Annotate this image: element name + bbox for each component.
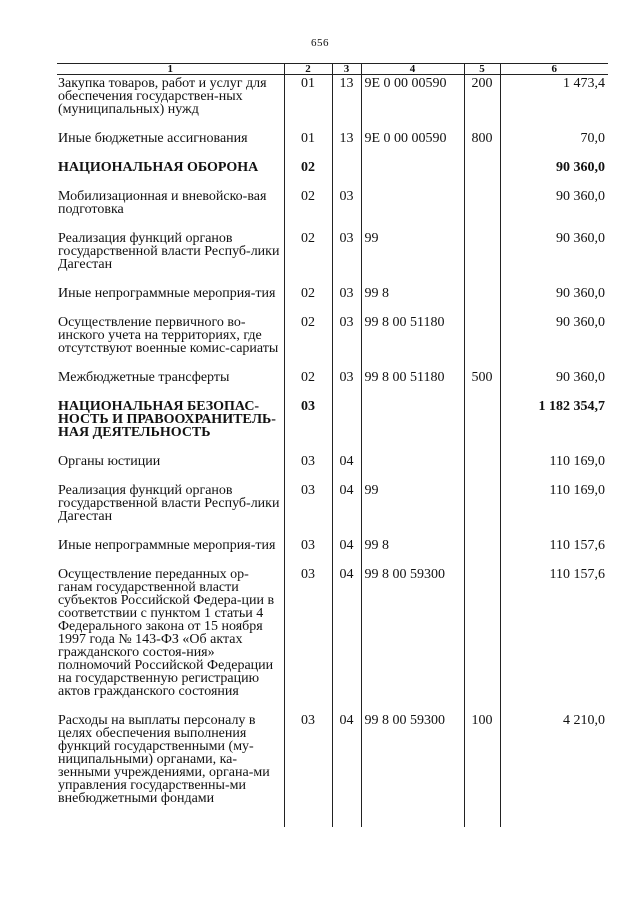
page-number: 656 (311, 37, 329, 49)
amount-cell: 90 360,0 (500, 230, 608, 285)
table-row (57, 566, 608, 712)
table-body (57, 75, 608, 828)
item-name-cell: Расходы на выплаты персоналу в целях обеспечения выполнения функций государственными (му-ниципальными) органами, ка-зенными учреждениями, органа-ми управления государственны-ми внебюджетными фондами (58, 713, 270, 806)
subsection-code-cell: 04 (332, 537, 361, 566)
expense-type-cell (464, 566, 500, 712)
expense-type-cell (464, 482, 500, 537)
target-article-cell (361, 159, 464, 188)
target-article-cell: 99 8 (361, 285, 464, 314)
expense-type-cell: 800 (464, 130, 500, 159)
table-row (57, 188, 608, 230)
target-article-cell (361, 188, 464, 230)
table-row (57, 159, 608, 188)
section-code-cell: 02 (284, 314, 332, 369)
item-name-cell: НАЦИОНАЛЬНАЯ ОБОРОНА (58, 160, 259, 175)
amount-cell: 4 210,0 (500, 712, 608, 827)
expense-type-cell: 500 (464, 369, 500, 398)
section-code-cell: 03 (284, 566, 332, 712)
column-header: 2 (284, 64, 332, 75)
item-name-cell: Иные непрограммные мероприя-тия (58, 538, 276, 553)
item-name-cell: Реализация функций органов государственной власти Респуб-лики Дагестан (58, 483, 280, 524)
amount-cell: 70,0 (500, 130, 608, 159)
item-name-cell: Закупка товаров, работ и услуг для обеспечения государствен-ных (муниципальных) нужд (58, 76, 267, 117)
column-header: 6 (500, 64, 608, 75)
column-header: 5 (464, 64, 500, 75)
amount-cell: 110 157,6 (500, 566, 608, 712)
column-header: 1 (57, 64, 284, 75)
subsection-code-cell (332, 398, 361, 453)
target-article-cell: 9Е 0 00 00590 (361, 75, 464, 131)
item-name-cell: Органы юстиции (58, 454, 161, 469)
amount-cell: 90 360,0 (500, 159, 608, 188)
column-header: 4 (361, 64, 464, 75)
expense-type-cell: 100 (464, 712, 500, 827)
item-name-cell: Реализация функций органов государственной власти Респуб-лики Дагестан (58, 231, 280, 272)
section-code-cell: 02 (284, 230, 332, 285)
item-name-cell: Иные бюджетные ассигнования (58, 131, 248, 146)
expense-type-cell (464, 159, 500, 188)
item-name-cell: Иные непрограммные мероприя-тия (58, 286, 276, 301)
expense-type-cell (464, 453, 500, 482)
subsection-code-cell: 03 (332, 369, 361, 398)
amount-cell: 90 360,0 (500, 285, 608, 314)
expense-type-cell (464, 314, 500, 369)
item-name-cell: Осуществление первичного во-инского учета на территориях, где отсутствуют военные комис-сариаты (58, 315, 279, 356)
target-article-cell: 99 (361, 230, 464, 285)
target-article-cell: 99 8 00 51180 (361, 369, 464, 398)
section-code-cell: 02 (284, 188, 332, 230)
section-code-cell: 03 (284, 482, 332, 537)
subsection-code-cell: 04 (332, 712, 361, 827)
table-header-row (57, 64, 608, 75)
table-row (57, 712, 608, 827)
expense-type-cell (464, 398, 500, 453)
table-row (57, 453, 608, 482)
subsection-code-cell: 04 (332, 482, 361, 537)
target-article-cell: 99 8 00 59300 (361, 566, 464, 712)
table-row (57, 398, 608, 453)
section-code-cell: 03 (284, 453, 332, 482)
item-name-cell: Осуществление переданных ор-ганам государственной власти субъектов Российской Федера-ции в соответствии с пунктом 1 статьи 4 Федерального закона от 15 ноября 1997 года № 143-ФЗ «Об актах гражданского состоя-ния» полномочий Российской Федерации на государственную регистрацию актов гражданского состояния (58, 567, 275, 699)
expense-type-cell (464, 537, 500, 566)
target-article-cell: 99 8 00 59300 (361, 712, 464, 827)
table-row (57, 369, 608, 398)
column-header: 3 (332, 64, 361, 75)
amount-cell: 1 473,4 (500, 75, 608, 131)
table-row (57, 130, 608, 159)
target-article-cell (361, 398, 464, 453)
item-name-cell: Мобилизационная и вневойско-вая подготовка (58, 189, 267, 217)
target-article-cell: 9Е 0 00 00590 (361, 130, 464, 159)
subsection-code-cell: 13 (332, 130, 361, 159)
section-code-cell: 01 (284, 130, 332, 159)
table-row (57, 230, 608, 285)
table-row (57, 482, 608, 537)
subsection-code-cell: 04 (332, 566, 361, 712)
amount-cell: 1 182 354,7 (500, 398, 608, 453)
subsection-code-cell (332, 159, 361, 188)
table-row (57, 314, 608, 369)
item-name-cell: Межбюджетные трансферты (58, 370, 230, 385)
table-row (57, 285, 608, 314)
amount-cell: 90 360,0 (500, 314, 608, 369)
section-code-cell: 01 (284, 75, 332, 131)
subsection-code-cell: 04 (332, 453, 361, 482)
section-code-cell: 03 (284, 712, 332, 827)
section-code-cell: 03 (284, 398, 332, 453)
amount-cell: 110 169,0 (500, 482, 608, 537)
table-row (57, 537, 608, 566)
amount-cell: 110 169,0 (500, 453, 608, 482)
expense-type-cell: 200 (464, 75, 500, 131)
table-row (57, 75, 608, 131)
section-code-cell: 02 (284, 285, 332, 314)
subsection-code-cell: 03 (332, 188, 361, 230)
amount-cell: 110 157,6 (500, 537, 608, 566)
expense-type-cell (464, 285, 500, 314)
section-code-cell: 03 (284, 537, 332, 566)
target-article-cell: 99 (361, 482, 464, 537)
subsection-code-cell: 03 (332, 285, 361, 314)
item-name-cell: НАЦИОНАЛЬНАЯ БЕЗОПАС-НОСТЬ И ПРАВООХРАНИТЕЛЬ-НАЯ ДЕЯТЕЛЬНОСТЬ (58, 399, 276, 440)
expense-type-cell (464, 188, 500, 230)
amount-cell: 90 360,0 (500, 369, 608, 398)
amount-cell: 90 360,0 (500, 188, 608, 230)
section-code-cell: 02 (284, 159, 332, 188)
budget-table (57, 63, 608, 827)
subsection-code-cell: 03 (332, 314, 361, 369)
section-code-cell: 02 (284, 369, 332, 398)
target-article-cell: 99 8 (361, 537, 464, 566)
subsection-code-cell: 13 (332, 75, 361, 131)
subsection-code-cell: 03 (332, 230, 361, 285)
target-article-cell: 99 8 00 51180 (361, 314, 464, 369)
target-article-cell (361, 453, 464, 482)
expense-type-cell (464, 230, 500, 285)
